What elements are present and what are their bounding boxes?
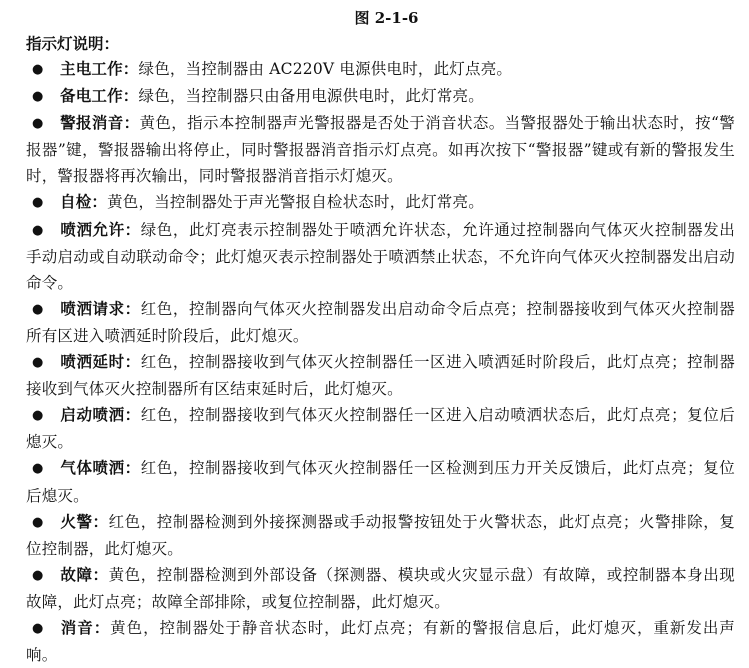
bullet-icon: ● xyxy=(32,62,44,77)
indicator-item xyxy=(26,349,735,402)
indicator-name: 警报消音： xyxy=(60,113,140,133)
indicator-description: 黄色，控制器检测到外部设备（探测器、模块或火灾显示盘）有故障，或控制器本身出现故障，此灯点亮；故障全部排除，或复位控制器，此灯熄灭。 xyxy=(26,565,735,611)
bullet-icon: ● xyxy=(32,195,44,211)
indicator-name: 喷洒请求： xyxy=(60,298,141,318)
bullet-icon: ● xyxy=(32,620,44,636)
indicator-description: 红色，控制器接收到气体灭火控制器任一区检测到压力开关反馈后，此灯点亮；复位后熄灭。 xyxy=(26,459,735,505)
indicator-description: 红色，控制器检测到外接探测器或手动报警按钮处于火警状态，此灯点亮；火警排除，复位控制器，此灯熄灭。 xyxy=(26,512,735,558)
indicator-description: 黄色，控制器处于静音状态时，此灯点亮；有新的警报信息后，此灯熄灭，重新发出声响。 xyxy=(26,618,735,665)
indicator-description: 红色，控制器向气体灭火控制器发出启动命令后点亮；控制器接收到气体灭火控制器所有区进入喷洒延时阶段后，此灯熄灭。 xyxy=(26,299,735,345)
indicator-description: 绿色，当控制器只由备用电源供电时，此灯常亮。 xyxy=(138,87,484,106)
indicator-description: 绿色，此灯亮表示控制器处于喷洒允许状态，允许通过控制器向气体灭火控制器发出手动启动或自动联动命令；此灯熄灭表示控制器处于喷洒禁止状态，不允许向气体灭火控制器发出启动命令。 xyxy=(26,220,735,292)
indicator-item xyxy=(26,110,735,189)
bullet-icon: ● xyxy=(32,116,44,132)
indicator-list xyxy=(26,56,735,668)
indicator-item xyxy=(26,562,735,615)
bullet-icon: ● xyxy=(32,301,44,317)
indicator-item xyxy=(26,402,735,455)
bullet-icon: ● xyxy=(32,89,44,105)
indicator-description: 黄色，指示本控制器声光警报器是否处于消音状态。当警报器处于输出状态时，按“警报器”键，警报器输出将停止，同时警报器消音指示灯点亮。如再次按下“警报器”键或有新的警报发生时，警报器将再次输出，同时警报器消音指示灯熄灭。 xyxy=(26,114,735,186)
figure-title: 图 2-1-6 xyxy=(354,9,419,27)
indicator-item xyxy=(26,615,735,668)
indicator-name: 故障： xyxy=(60,564,109,584)
indicator-name: 喷洒允许： xyxy=(60,219,141,239)
indicator-item xyxy=(26,56,735,83)
indicator-item xyxy=(26,509,735,562)
bullet-icon: ● xyxy=(32,408,44,424)
indicator-description: 黄色，当控制器处于声光警报自检状态时，此灯常亮。 xyxy=(107,193,484,212)
indicator-name: 气体喷洒： xyxy=(60,458,141,478)
bullet-icon: ● xyxy=(32,461,44,477)
indicator-name: 喷洒延时： xyxy=(60,352,141,372)
bullet-icon: ● xyxy=(32,222,44,238)
indicator-name: 消音： xyxy=(60,617,111,637)
indicator-name: 备电工作： xyxy=(60,86,139,106)
indicator-item xyxy=(26,455,735,508)
indicator-name: 主电工作： xyxy=(60,59,139,78)
bullet-icon: ● xyxy=(32,514,44,530)
bullet-icon: ● xyxy=(32,567,44,583)
indicator-name: 启动喷洒： xyxy=(60,405,141,425)
indicator-name: 自检： xyxy=(60,192,108,212)
bullet-icon: ● xyxy=(32,355,44,371)
indicator-description: 红色，控制器接收到气体灭火控制器任一区进入喷洒延时阶段后，此灯点亮；控制器接收到气体灭火控制器所有区结束延时后，此灯熄灭。 xyxy=(26,353,735,399)
indicator-item xyxy=(26,189,735,216)
indicator-item xyxy=(26,296,735,349)
indicator-item xyxy=(26,217,735,296)
indicator-description: 绿色，当控制器由 AC220V 电源供电时，此灯点亮。 xyxy=(138,60,513,78)
section-title: 指示灯说明： xyxy=(26,34,120,53)
indicator-description: 红色，控制器接收到气体灭火控制器任一区进入启动喷洒状态后，此灯点亮；复位后熄灭。 xyxy=(26,406,735,452)
indicator-item xyxy=(26,83,735,110)
indicator-name: 火警： xyxy=(60,511,109,531)
